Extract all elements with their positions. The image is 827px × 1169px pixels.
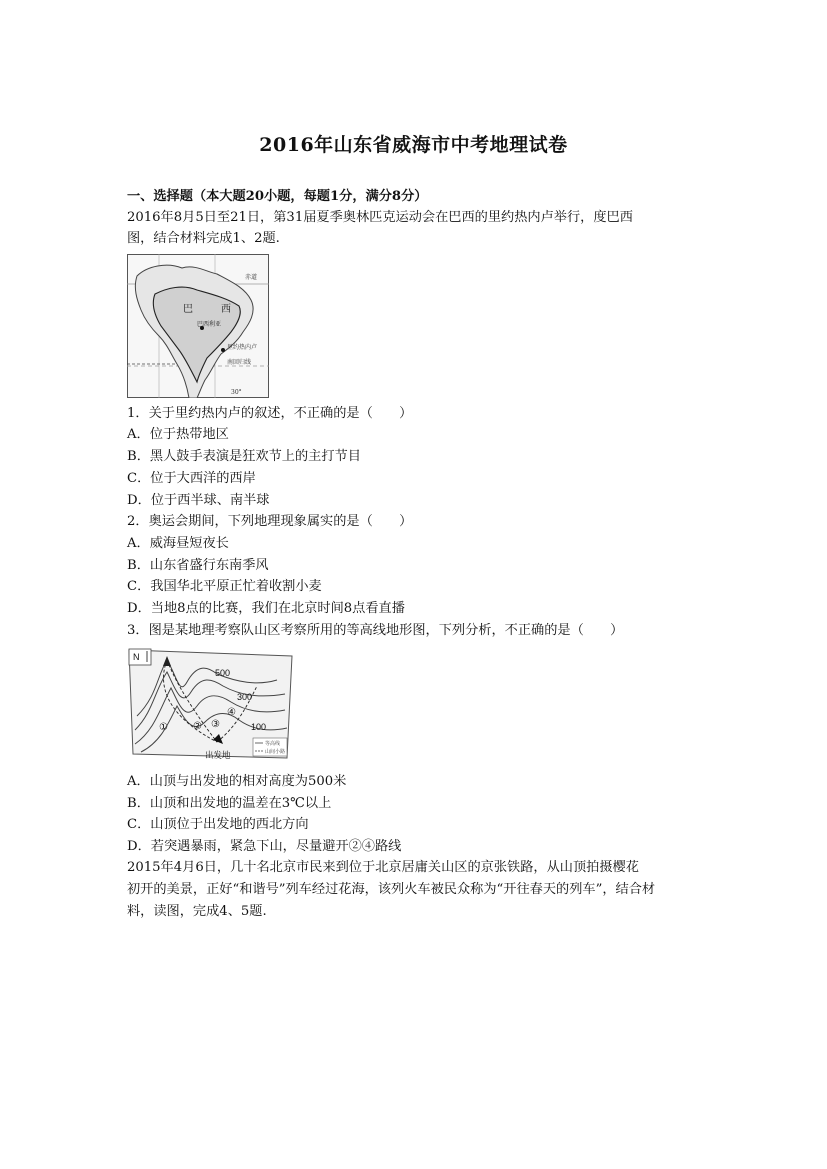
label-equator: 赤道 [245, 274, 258, 281]
q1-option-a: A．位于热带地区 [127, 427, 229, 442]
q1-stem: 1．关于里约热内卢的叙述，不正确的是（ ） [127, 406, 413, 421]
label-tropic: 南回归线 [227, 359, 252, 366]
contour-300: 300 [237, 692, 253, 702]
q1-option-b: B．黑人鼓手表演是狂欢节上的主打节目 [127, 449, 361, 464]
q3-option-c: C．山顶位于出发地的西北方向 [127, 817, 309, 832]
route-4: ④ [227, 707, 236, 718]
legend-contour: 等高线 [265, 741, 281, 747]
contour-map [127, 646, 293, 762]
q3-option-a: A．山顶与出发地的相对高度为500米 [127, 774, 347, 789]
north-label: N [133, 652, 140, 662]
start-label: 出发地 [205, 751, 231, 761]
q2-option-b: B．山东省盛行东南季风 [127, 558, 269, 573]
route-1: ① [159, 722, 168, 733]
contour-500: 500 [215, 668, 231, 678]
q2-stem: 2．奥运会期间，下列地理现象属实的是（ ） [127, 514, 413, 529]
section-heading: 一、选择题（本大题20小题，每题1分，满分8分） [127, 189, 428, 204]
contour-100: 100 [251, 722, 267, 732]
label-bottom: 30° [231, 389, 242, 396]
q1-option-c: C．位于大西洋的西岸 [127, 471, 256, 486]
q3-option-d: D．若突遇暴雨，紧急下山，尽量避开②④路线 [127, 839, 402, 854]
q2-option-a: A．威海昼短夜长 [127, 536, 229, 551]
q3-stem: 3．图是某地理考察队山区考察所用的等高线地形图，下列分析，不正确的是（ ） [127, 623, 624, 638]
route-2: ② [193, 721, 202, 732]
q2-option-c: C．我国华北平原正忙着收割小麦 [127, 579, 322, 594]
q1-option-d: D．位于西半球、南半球 [127, 493, 270, 508]
q3-option-b: B．山顶和出发地的温差在3℃以上 [127, 796, 332, 811]
intro-a-line1: 2016年8月5日至21日，第31届夏季奥林匹克运动会在巴西的里约热内卢举行，度巴西 [127, 210, 633, 225]
intro-b-line2: 初开的美景，正好“和谐号”列车经过花海，该列火车被民众称为“开往春天的列车”，结合材 [127, 882, 656, 897]
label-ba: 巴 [183, 304, 193, 315]
intro-b-line3: 料，读图，完成4、5题. [127, 904, 267, 919]
label-capital: 巴西利亚 [197, 321, 222, 328]
page-title: 2016年山东省威海市中考地理试卷 [259, 134, 568, 156]
route-3: ③ [211, 719, 220, 730]
intro-a-line2: 图，结合材料完成1、2题. [127, 231, 280, 246]
label-xi: 西 [221, 304, 231, 315]
label-rio: 里约热内卢 [227, 344, 258, 351]
legend-path: 山间小路 [265, 749, 286, 755]
q2-option-d: D．当地8点的比赛，我们在北京时间8点看直播 [127, 601, 405, 616]
intro-b-line1: 2015年4月6日，几十名北京市民来到位于北京居庸关山区的京张铁路，从山顶拍摄樱花 [127, 860, 639, 875]
brazil-map [127, 254, 269, 398]
